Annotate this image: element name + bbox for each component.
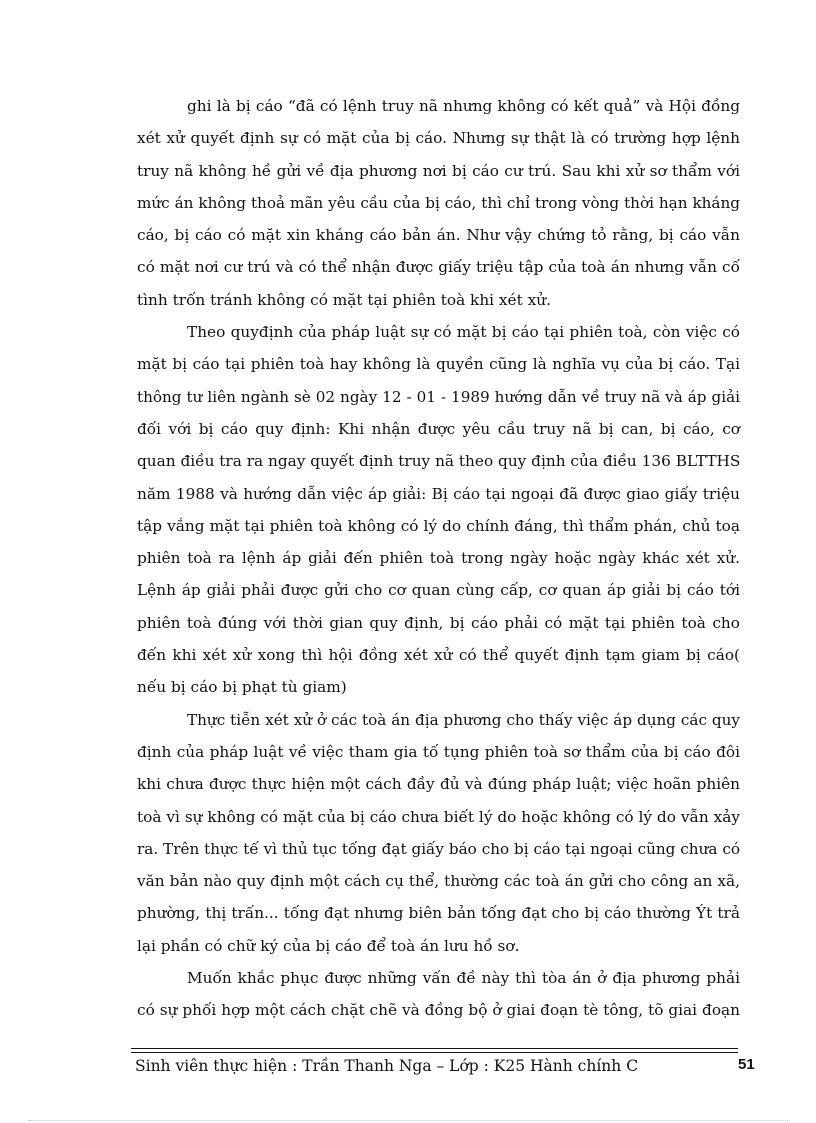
paragraph-line: có sự phối hợp một cách chặt chẽ và đồng bộ ở giai đoạn tè tông, tõ giai đoạn [137, 1001, 740, 1020]
paragraph-line: thông tư liên ngành sè 02 ngày 12 - 01 - 1989 hướng dẫn về truy nã và áp giải [137, 387, 740, 406]
paragraph-line: phiên toà đúng với thời gian quy định, bị cáo phải có mặt tại phiên toà cho [137, 613, 740, 632]
paragraph-line: có mặt nơi cư trú và có thể nhận được giấy triệu tập của toà án nhưng vẫn cố [137, 258, 740, 277]
paragraph-line: khi chưa được thực hiện một cách đầy đủ và đúng pháp luật; việc hoãn phiên [137, 775, 740, 794]
paragraph-line: nếu bị cáo bị phạt tù giam) [137, 678, 347, 697]
paragraph-line: năm 1988 và hướng dẫn việc áp giải: Bị cáo tại ngoại đã được giao giấy triệu [137, 484, 740, 503]
paragraph-line: toà vì sự không có mặt của bị cáo chưa biết lý do hoặc không có lý do vẫn xảy [137, 807, 740, 826]
paragraph-line: lại phần có chữ ký của bị cáo để toà án lưu hồ sơ. [137, 936, 520, 955]
paragraph-2 [137, 318, 740, 706]
footer-rule-bottom [131, 1052, 738, 1053]
footer-author-line: Sinh viên thực hiện : Trần Thanh Nga – Lớp : K25 Hành chính C [135, 1057, 639, 1075]
paragraph-line: Thực tiễn xét xử ở các toà án địa phương cho thấy việc áp dụng các quy [187, 710, 740, 729]
paragraph-3 [137, 706, 740, 964]
paragraph-line: Lệnh áp giải phải được gửi cho cơ quan cùng cấp, cơ quan áp giải bị cáo tới [137, 581, 740, 600]
paragraph-line: quan điều tra ra ngay quyết định truy nã theo quy định của điều 136 BLTTHS [137, 452, 741, 471]
paragraph-line: đến khi xét xử xong thì hội đồng xét xử có thể quyết định tạm giam bị cáo( [137, 646, 740, 665]
paragraph-line: mặt bị cáo tại phiên toà hay không là quyền cũng là nghĩa vụ của bị cáo. Tại [137, 355, 740, 374]
paragraph-1 [137, 92, 740, 318]
paragraph-line: cáo, bị cáo có mặt xin kháng cáo bản án. Như vậy chứng tỏ rằng, bị cáo vẫn [137, 226, 740, 245]
paragraph-line: phiên toà ra lệnh áp giải đến phiên toà trong ngày hoặc ngày khác xét xử. [137, 549, 740, 568]
paragraph-line: phường, thị trấn... tống đạt nhưng biên bản tống đạt cho bị cáo thường Ýt trả [137, 904, 740, 923]
paragraph-line: xét xử quyết định sự có mặt của bị cáo. Nhưng sự thật là có trường hợp lệnh [137, 129, 740, 148]
paragraph-line: định của pháp luật về việc tham gia tố tụng phiên toà sơ thẩm của bị cáo đôi [137, 742, 740, 761]
paragraph-line: văn bản nào quy định một cách cụ thể, thường các toà án gửi cho công an xã, [137, 872, 740, 891]
paragraph-line: mức án không thoả mãn yêu cầu của bị cáo, thì chỉ trong vòng thời hạn kháng [137, 193, 740, 212]
paragraph-line: ghi là bị cáo “đã có lệnh truy nã nhưng không có kết quả” và Hội đồng [187, 97, 740, 115]
body-text [137, 92, 740, 1029]
paragraph-line: tập vắng mặt tại phiên toà không có lý do chính đáng, thì thẩm phán, chủ toạ [137, 516, 740, 535]
paragraph-line: truy nã không hề gửi về địa phương nơi bị cáo cư trú. Sau khi xử sơ thẩm với [137, 161, 740, 180]
page-number: 51 [738, 1056, 755, 1073]
paragraph-line: Theo quyđịnh của pháp luật sự có mặt bị cáo tại phiên toà, còn việc có [187, 323, 740, 342]
paragraph-4 [137, 964, 740, 1029]
paragraph-line: Muốn khắc phục được những vấn đề này thì tòa án ở địa phương phải [187, 969, 740, 988]
paragraph-line: đối với bị cáo quy định: Khi nhận được yêu cầu truy nã bị can, bị cáo, cơ [137, 419, 740, 438]
paragraph-line: tình trốn tránh không có mặt tại phiên toà khi xét xử. [137, 290, 551, 309]
paragraph-line: ra. Trên thực tế vì thủ tục tống đạt giấy báo cho bị cáo tại ngoại cũng chưa có [137, 839, 740, 858]
footer-rule-top [131, 1048, 738, 1049]
page-edge-divider [28, 1120, 788, 1121]
